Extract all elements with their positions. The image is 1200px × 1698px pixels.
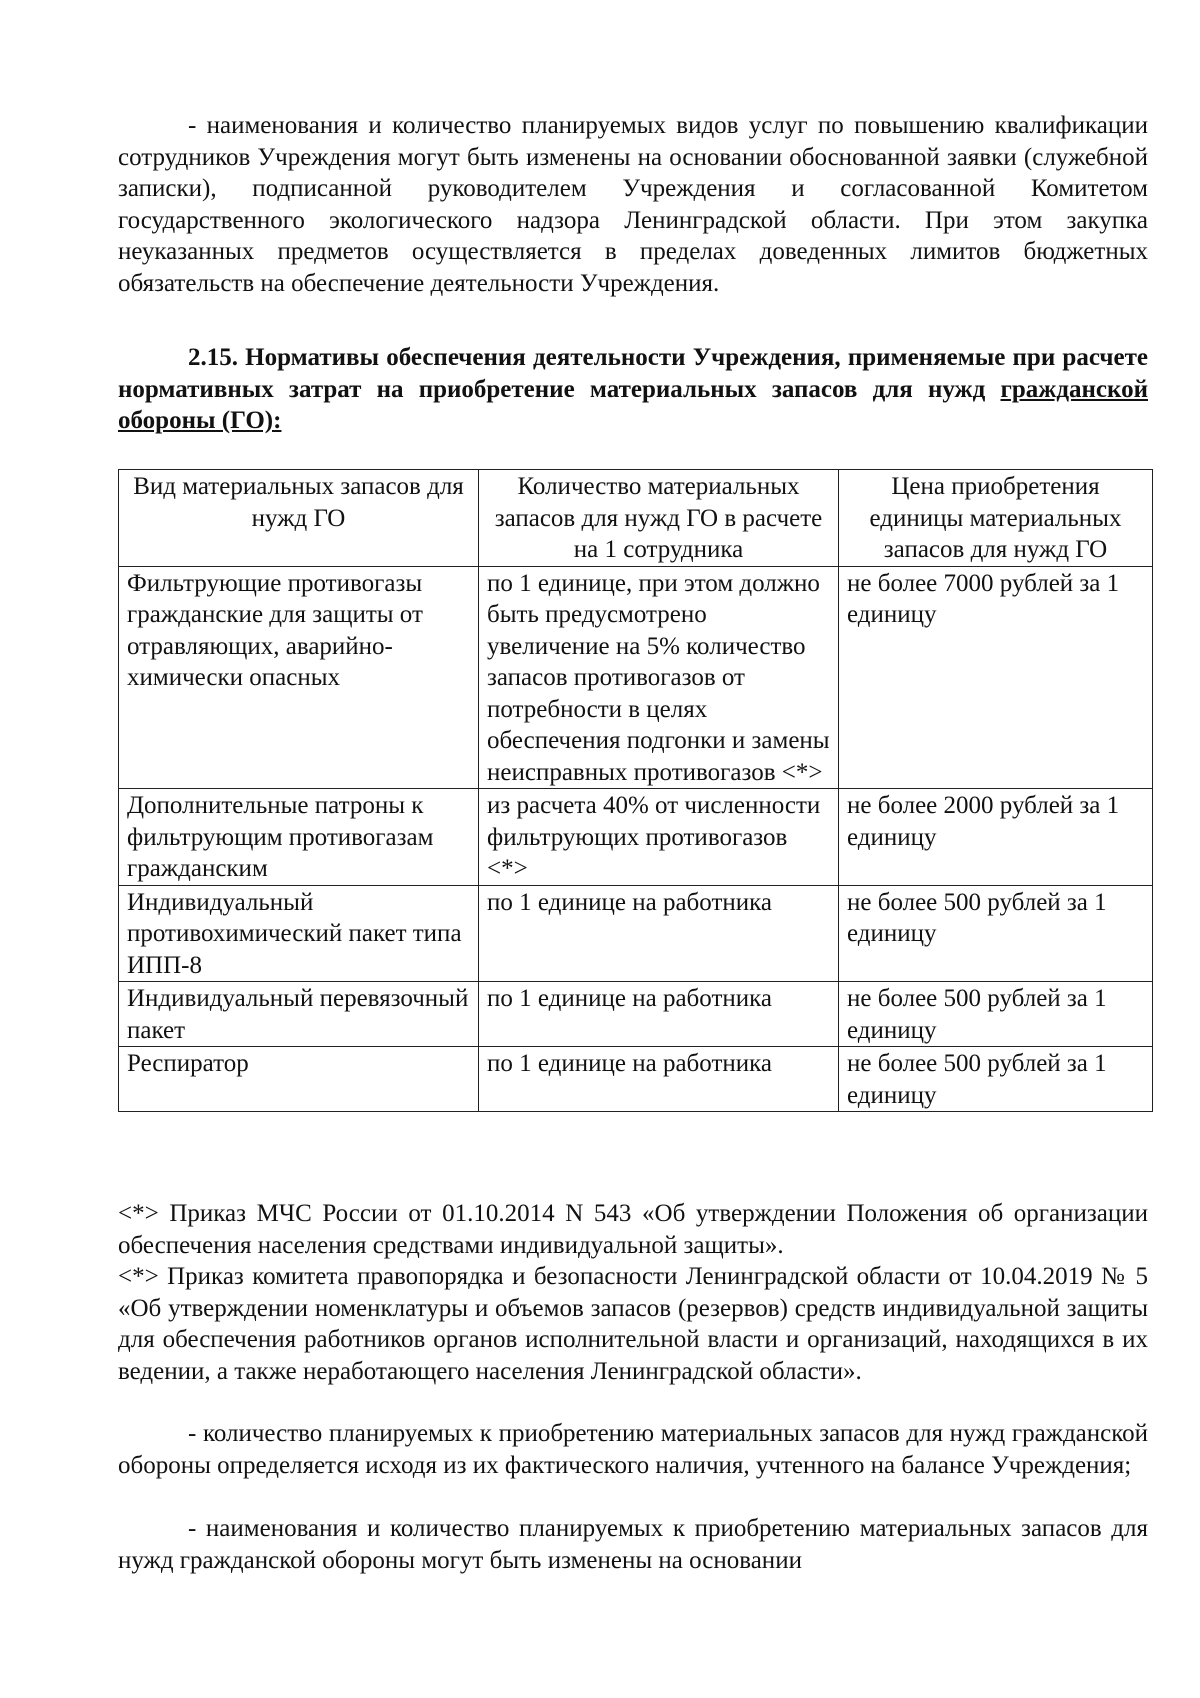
- table-row: [119, 566, 1153, 789]
- table-cell: Фильтрующие противогазы гражданские для защиты от отравляющих, аварийно-химически опасных: [119, 566, 479, 789]
- paragraph-top: [118, 110, 1148, 299]
- table-cell: не более 2000 рублей за 1 единицу: [839, 789, 1153, 886]
- table-cell: Индивидуальный противохимический пакет типа ИПП-8: [119, 885, 479, 982]
- table-cell: не более 500 рублей за 1 единицу: [839, 885, 1153, 982]
- table-row: [119, 982, 1153, 1047]
- table-cell: Респиратор: [119, 1047, 479, 1112]
- table-cell: по 1 единице на работника: [479, 982, 839, 1047]
- section-heading-text: [118, 342, 1148, 437]
- footnote-2-text: <*> Приказ комитета правопорядка и безопасности Ленинградской области от 10.04.2019 № 5 «Об утверждении номенклатуры и объемов запасов (резервов) средств индивидуальной защиты для обеспечения работников органов исполнительной власти и организаций, находящихся в их ведении, а также неработающего населения Ленинградской области».: [118, 1263, 1148, 1385]
- table-cell: по 1 единице на работника: [479, 1047, 839, 1112]
- table-cell: не более 7000 рублей за 1 единицу: [839, 566, 1153, 789]
- table-header-cell: Вид материальных запасов для нужд ГО: [119, 470, 479, 567]
- paragraph-quantity-text: - количество планируемых к приобретению материальных запасов для нужд гражданской обороны определяется исходя из их фактического наличия, учтенного на балансе Учреждения;: [118, 1420, 1148, 1479]
- table-cell: не более 500 рублей за 1 единицу: [839, 1047, 1153, 1112]
- table-cell: по 1 единице, при этом должно быть предусмотрено увеличение на 5% количество запасов противогазов от потребности в целях обеспечения подгонки и замены неисправных противогазов <*>: [479, 566, 839, 789]
- paragraph-names-text: - наименования и количество планируемых к приобретению материальных запасов для нужд гражданской обороны могут быть изменены на основании: [118, 1515, 1148, 1574]
- table-cell: по 1 единице на работника: [479, 885, 839, 982]
- paragraph-top-text: - наименования и количество планируемых видов услуг по повышению квалификации сотрудников Учреждения могут быть изменены на основании обоснованной заявки (служебной записки), подписанной руководителем Учреждения и согласованной Комитетом государственного экологического надзора Ленинградской области. При этом закупка неуказанных предметов осуществляется в пределах доведенных лимитов бюджетных обязательств на обеспечение деятельности Учреждения.: [118, 112, 1148, 297]
- paragraph-quantity: [118, 1418, 1148, 1481]
- table-cell: из расчета 40% от численности фильтрующих противогазов <*>: [479, 789, 839, 886]
- table-cell: Дополнительные патроны к фильтрующим противогазам гражданским: [119, 789, 479, 886]
- table-header-cell: Цена приобретения единицы материальных запасов для нужд ГО: [839, 470, 1153, 567]
- table-row: [119, 885, 1153, 982]
- section-heading-main: 2.15. Нормативы обеспечения деятельности Учреждения, применяемые при расчете нормативных затрат на приобретение материальных запасов для нужд: [118, 344, 1148, 403]
- table-row: [119, 1047, 1153, 1112]
- table-header-cell: Количество материальных запасов для нужд ГО в расчете на 1 сотрудника: [479, 470, 839, 567]
- table-row: [119, 789, 1153, 886]
- table-cell: Индивидуальный перевязочный пакет: [119, 982, 479, 1047]
- section-heading: [118, 342, 1148, 437]
- table-header-row: [119, 470, 1153, 567]
- footnote-2: [118, 1261, 1148, 1387]
- section-heading-underlined: гражданской обороны (ГО):: [118, 375, 1148, 434]
- footnote-1: [118, 1198, 1148, 1261]
- paragraph-names: [118, 1513, 1148, 1576]
- norms-table: [118, 469, 1153, 1112]
- footnote-1-text: <*> Приказ МЧС России от 01.10.2014 N 543 «Об утверждении Положения об организации обеспечения населения средствами индивидуальной защиты».: [118, 1200, 1148, 1259]
- table-cell: не более 500 рублей за 1 единицу: [839, 982, 1153, 1047]
